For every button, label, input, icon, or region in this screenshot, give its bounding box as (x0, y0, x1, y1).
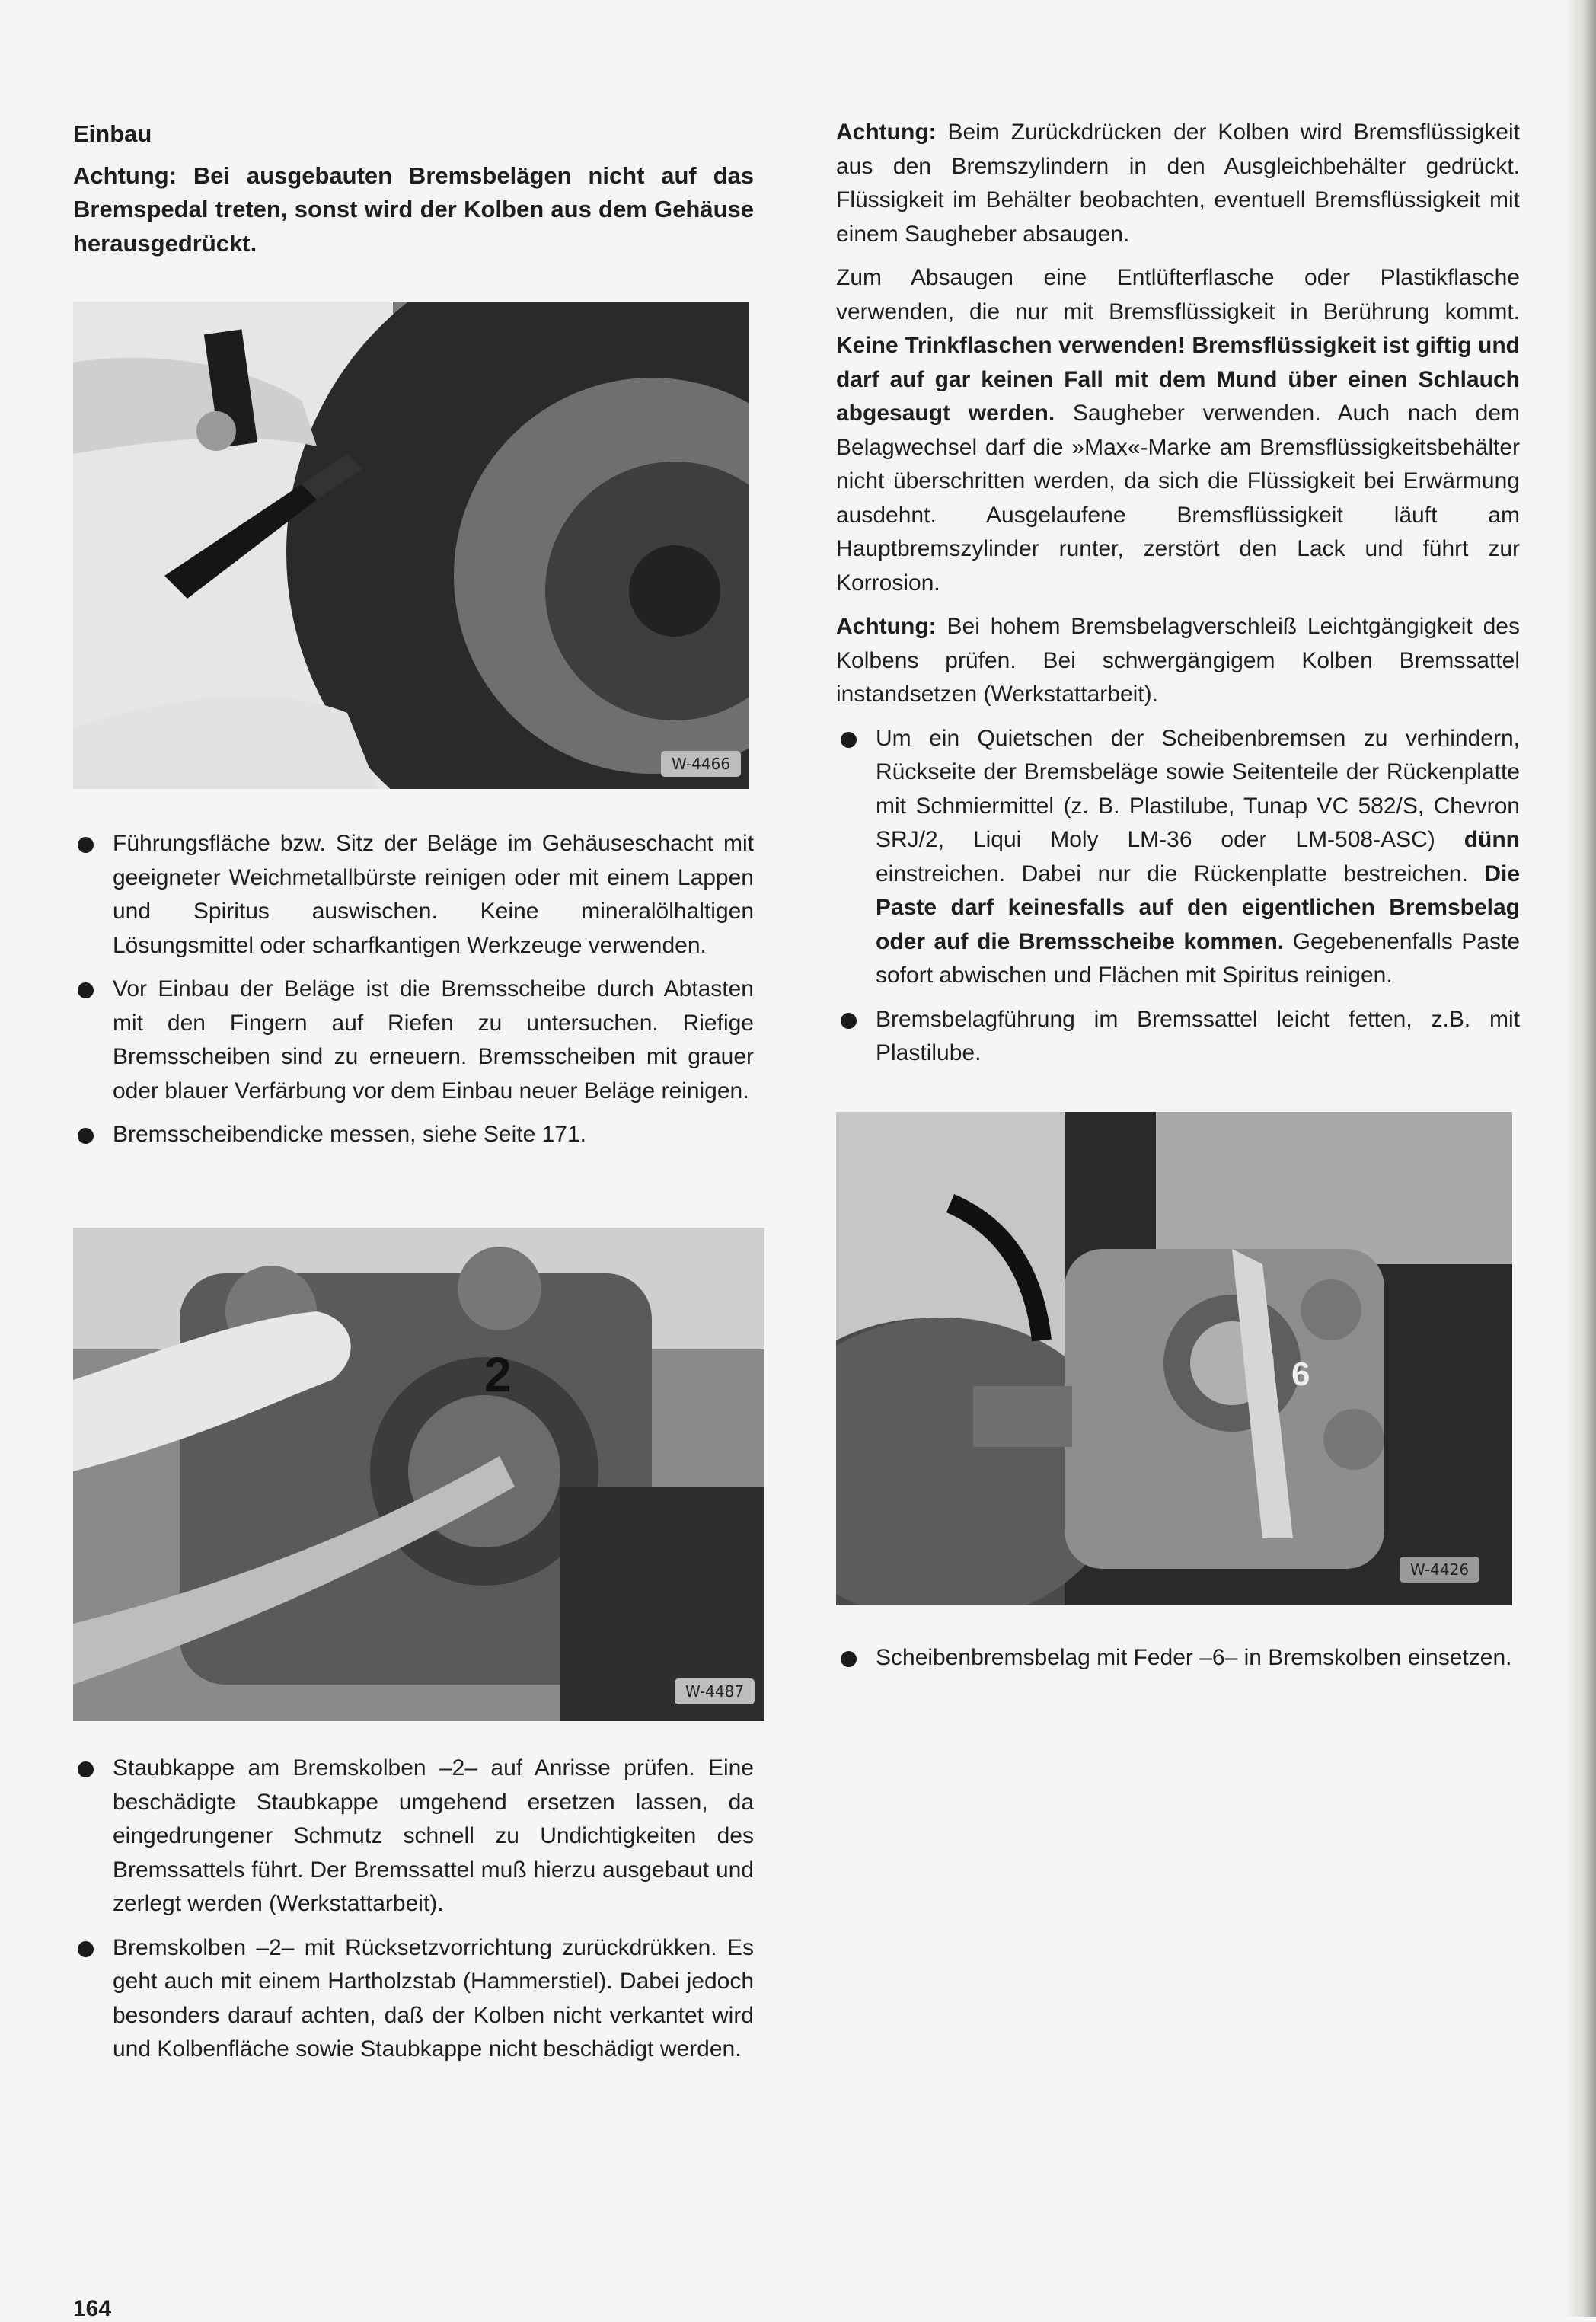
right-column-caption (836, 1641, 1520, 1675)
bullet-item (73, 973, 754, 1108)
section-heading: Einbau (73, 120, 152, 147)
bullet-item (836, 722, 1520, 993)
bullet-item (73, 1931, 754, 2067)
bold-text: dünn (1464, 827, 1520, 852)
bullet-item (836, 1003, 1520, 1071)
photo-caliper-piston (73, 1228, 764, 1721)
bold-warning: Keine Trinkflaschen verwenden! Bremsflüssigkeit ist giftig und darf auf gar keinen Fall mit dem Mund über einen Schlauch abgesaugt werden. (836, 333, 1520, 426)
bullet-item (73, 827, 754, 963)
bullet-text: Um ein Quietschen der Scheibenbremsen zu verhindern, Rückseite der Bremsbeläge sowie Seitenteile der Rückenplatte mit Schmiermittel (z. B. Plastilube, Tunap VC 582/S, Chevron SRJ/2, Liqui Moly LM-36 oder LM-508-ASC) (876, 725, 1520, 852)
bullet-dot (78, 1761, 94, 1777)
bullet-text: Scheibenbremsbelag mit Feder –6– in Bremskolben einsetzen. (876, 1645, 1512, 1670)
bullet-dot (841, 1013, 857, 1029)
attention-paragraph-2 (836, 610, 1520, 712)
photo-brush-cleaning-graphic (73, 302, 749, 789)
suction-paragraph (836, 261, 1520, 600)
bold-text: Die Paste darf keinesfalls auf den eigentlichen Bremsbelag oder auf die Bremsscheibe kommen. (876, 861, 1520, 954)
left-column-bullets-b (73, 1752, 754, 2067)
photo-label: W-4466 (661, 751, 741, 777)
bullet-text: einstreichen. Dabei nur die Rückenplatte bestreichen. (876, 861, 1485, 886)
bullet-text: Staubkappe am Bremskolben –2– auf Anrisse prüfen. Eine beschädigte Staubkappe umgehend ersetzen lassen, da eingedrungener Schmutz schnell zu Undichtigkeiten des Bremssattels führt. Der Bremssattel muß hierzu ausgebaut und zerlegt werden (Werkstattarbeit). (113, 1755, 754, 1916)
bullet-item (73, 1118, 754, 1152)
page-number: 164 (73, 2296, 112, 2321)
attention-label: Achtung: (836, 120, 937, 145)
bullet-text: Bremsbelagführung im Bremssattel leicht fetten, z.B. mit Plastilube. (876, 1006, 1520, 1065)
photo-brake-pad-spring-graphic (836, 1112, 1512, 1605)
photo-brush-cleaning (73, 302, 749, 789)
photo-caliper-piston-graphic (73, 1228, 764, 1721)
bullet-item (836, 1641, 1520, 1675)
paragraph-text: Saugheber verwenden. Auch nach dem Belagwechsel darf die »Max«-Marke am Bremsflüssigkeitsbehälter nicht überschritten werden, da sich die Flüssigkeit bei Erwärmung ausdehnt. Ausgelaufene Bremsflüssigkeit läuft am Hauptbremszylinder runter, zerstört den Lack und führt zur Korrosion. (836, 401, 1520, 596)
callout-marker: 6 (1291, 1356, 1310, 1393)
photo-label: W-4426 (1400, 1557, 1479, 1583)
bullet-dot (841, 732, 857, 748)
photo-brake-pad-spring (836, 1112, 1512, 1605)
bullet-dot (78, 982, 94, 998)
left-column-bullets-a (73, 827, 754, 1152)
photo-label: W-4487 (675, 1678, 755, 1704)
bullet-item (73, 1752, 754, 1921)
attention-label: Achtung: (836, 614, 937, 639)
paragraph-text: Bei hohem Bremsbelagverschleiß Leichtgängigkeit des Kolbens prüfen. Bei schwergängigem Kolben Bremssattel instandsetzen (Werkstattarbeit). (836, 614, 1520, 707)
bullet-dot (78, 837, 94, 853)
bullet-dot (841, 1651, 857, 1667)
bullet-text: Gegebenenfalls Paste sofort abwischen und Flächen mit Spiritus reinigen. (876, 928, 1520, 988)
warning-paragraph: Achtung: Bei ausgebauten Bremsbelägen nicht auf das Bremspedal treten, sonst wird der Kolben aus dem Gehäuse herausgedrückt. (73, 161, 754, 257)
left-column-top (73, 117, 754, 260)
bullet-dot (78, 1941, 94, 1957)
attention-paragraph-1 (836, 116, 1520, 251)
bullet-text: Bremskolben –2– mit Rücksetzvorrichtung zurückdrükken. Es geht auch mit einem Hartholzstab (Hammerstiel). Dabei jedoch besonders darauf achten, daß der Kolben nicht verkantet wird und Kolbenfläche sowie Staubkappe nicht beschädigt werden. (113, 1934, 754, 2062)
bullet-text: Führungsfläche bzw. Sitz der Beläge im Gehäuseschacht mit geeigneter Weichmetallbürste reinigen oder mit einem Lappen und Spiritus auswischen. Keine mineralölhaltigen Lösungsmittel oder scharfkantigen Werkzeuge verwenden. (113, 831, 754, 958)
bullet-text: Vor Einbau der Beläge ist die Bremsscheibe durch Abtasten mit den Fingern auf Riefen zu untersuchen. Riefige Bremsscheiben sind zu erneuern. Bremsscheiben mit grauer oder blauer Verfärbung vor dem Einbau neuer Beläge reinigen. (113, 976, 754, 1104)
page-edge-shadow (1566, 0, 1596, 2317)
paragraph-text: Zum Absaugen eine Entlüfterflasche oder Plastikflasche verwenden, die nur mit Bremsflüssigkeit in Berührung kommt. (836, 265, 1520, 324)
bullet-text: Bremsscheibendicke messen, siehe Seite 171. (113, 1122, 587, 1147)
paragraph-text: Beim Zurückdrücken der Kolben wird Bremsflüssigkeit aus den Bremszylindern in den Ausgleichbehälter gedrückt. Flüssigkeit im Behälter beobachten, eventuell Bremsflüssigkeit mit einem Saugheber absaugen. (836, 120, 1520, 247)
bullet-dot (78, 1128, 94, 1144)
callout-marker: 2 (484, 1347, 512, 1402)
right-column-text (836, 116, 1520, 1071)
